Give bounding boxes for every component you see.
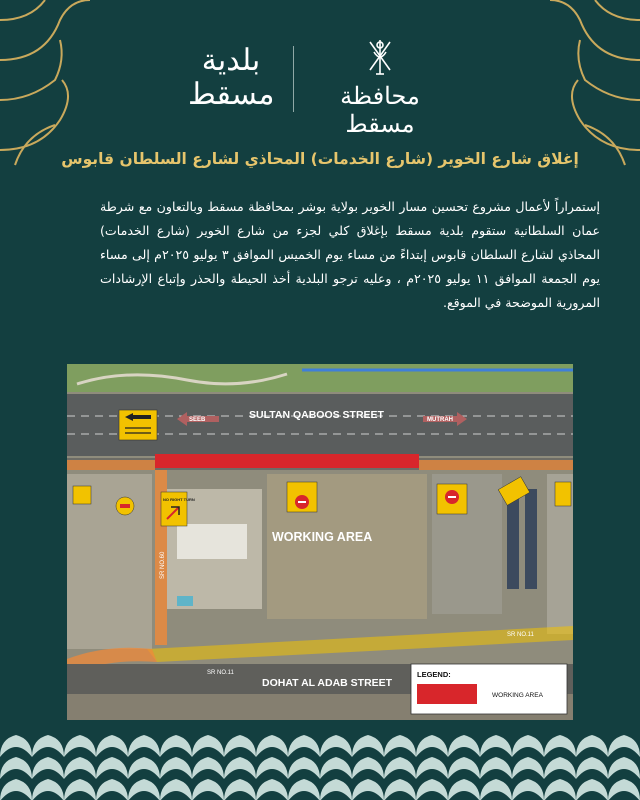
closed-service-road-left: [67, 460, 155, 470]
traffic-sign-detour: [119, 410, 157, 440]
direction-label-seeb: SEEB: [189, 417, 206, 423]
bottom-decorative-pattern: [0, 735, 640, 800]
site-map: [67, 364, 573, 720]
municipality-logo: [188, 44, 274, 114]
legend-title: LEGEND:: [417, 670, 451, 679]
closed-service-road-right: [419, 460, 573, 470]
working-area-label: WORKING AREA: [272, 530, 373, 544]
announcement-title: إغلاق شارع الخوير (شارع الخدمات) المحاذي لشارع السلطان قابوس: [61, 150, 579, 168]
street-label-sultan-qaboos: SULTAN QABOOS STREET: [249, 409, 384, 421]
legend-item-label: WORKING AREA: [492, 692, 543, 699]
khanjar-emblem-icon: [362, 36, 398, 80]
road-label-sr11-left: SR NO.11: [207, 670, 234, 676]
road-closed-sign: [437, 484, 467, 514]
building-roof: [177, 524, 247, 559]
logo-divider: [293, 46, 294, 112]
solar-panels: [525, 489, 537, 589]
park-area: [67, 364, 573, 392]
municipality-logo-line1: بلدية: [201, 43, 261, 78]
direction-label-mutrah: MUTRAH: [427, 417, 453, 423]
announcement-body: إستمراراً لأعمال مشروع تحسين مسار الخوير بولاية بوشر بمحافظة مسقط وبالتعاون مع شرطة عمان السلطانية ستقوم بلدية مسقط بإغلاق كلي لجزء من شارع الخوير (شارع الخدمات) المحاذي لشارع السلطان قابوس إبتداءً من مساء يوم الخميس الموافق ٣ يوليو ٢٠٢٥م إلى مساء يوم الجمعة الموافق ١١ يوليو ٢٠٢٥م ، وعليه ترجو البلدية أخذ الحيطة والحذر وإتباع الإرشادات المرورية الموضحة في الموقع.: [100, 199, 600, 310]
municipality-logo-line2: مسقط: [188, 77, 275, 112]
header-logos: [0, 30, 640, 138]
working-area-strip: [155, 454, 419, 468]
governorate-logo: [305, 36, 455, 138]
road-label-sr60: SR NO.60: [160, 551, 166, 579]
road-label-sr11-right: SR NO.11: [507, 632, 534, 638]
road-closed-sign: [287, 482, 317, 512]
no-right-turn-label: NO RIGHT TURN: [163, 497, 195, 502]
road-closed-sign: [555, 482, 571, 506]
legend-swatch-working-area: [417, 684, 477, 704]
governorate-name: محافظة مسقط: [340, 82, 420, 138]
pool: [177, 596, 193, 606]
street-label-dohat-al-adab: DOHAT AL ADAB STREET: [262, 677, 393, 689]
map-legend: [411, 664, 567, 714]
